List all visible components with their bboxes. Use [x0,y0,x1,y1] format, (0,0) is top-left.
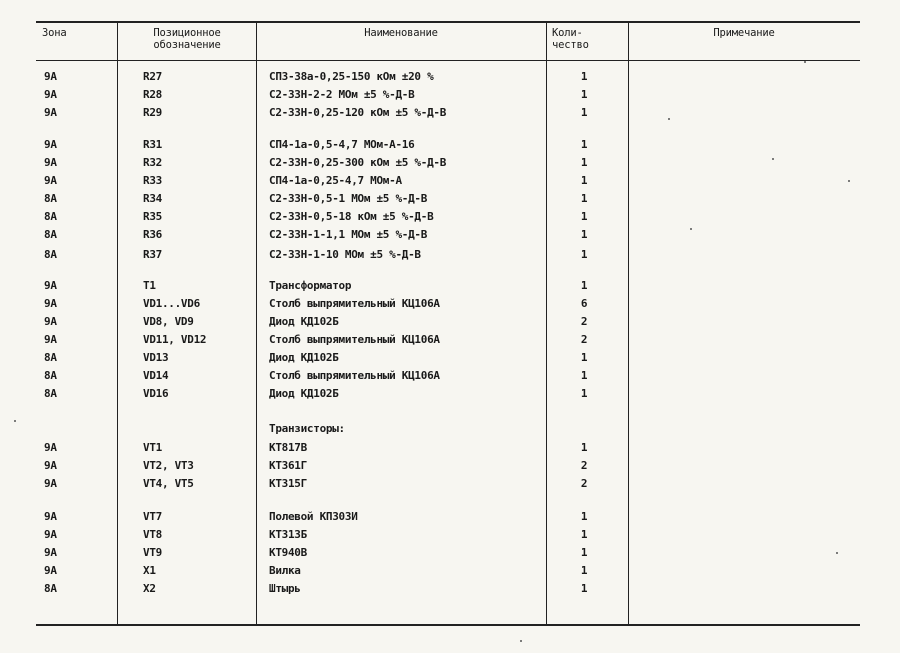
table-row [36,546,860,560]
name-cell: С2-33Н-0,5-1 МОм ±5 %-Д-В [269,192,428,205]
qty-cell: 1 [580,564,588,577]
zone-cell: 8A [44,248,57,261]
zone-cell: 9A [44,528,57,541]
position-cell: R29 [143,106,162,119]
name-cell: С2-33Н-0,5-18 кОм ±5 %-Д-В [269,210,434,223]
header-bottom-border [36,60,860,61]
name-cell: СП4-1а-0,5-4,7 МОм-А-16 [269,138,415,151]
name-cell: КТ361Г [269,459,307,472]
qty-cell: 2 [580,315,588,328]
qty-cell: 1 [580,582,588,595]
zone-cell: 9A [44,459,57,472]
table-row [36,528,860,542]
name-cell: Транзисторы: [269,422,345,435]
name-cell: С2-33Н-1-10 МОм ±5 %-Д-В [269,248,421,261]
name-cell: Штырь [269,582,301,595]
position-cell: VT9 [143,546,162,559]
position-cell: R37 [143,248,162,261]
header-qty [552,27,589,51]
header-zone: Зона [42,27,67,39]
qty-cell: 1 [580,369,588,382]
scan-speck [14,420,16,422]
table-row [36,422,860,436]
zone-cell: 9A [44,315,57,328]
zone-cell: 8A [44,228,57,241]
header-name: Наименование [364,27,438,39]
position-cell: R33 [143,174,162,187]
position-cell: R36 [143,228,162,241]
qty-cell: 2 [580,477,588,490]
position-cell: VD14 [143,369,169,382]
name-cell: Вилка [269,564,301,577]
position-cell: R35 [143,210,162,223]
header-note: Примечание [713,27,775,39]
zone-cell: 9A [44,279,57,292]
qty-cell: 1 [580,70,588,83]
zone-cell: 9A [44,333,57,346]
name-cell: СП4-1а-0,25-4,7 МОм-А [269,174,402,187]
zone-cell: 9A [44,477,57,490]
name-cell: КТ315Г [269,477,307,490]
zone-cell: 8A [44,387,57,400]
table-row [36,459,860,473]
position-cell: R28 [143,88,162,101]
position-cell: VD13 [143,351,169,364]
qty-cell: 1 [580,228,588,241]
name-cell: Диод КД102Б [269,315,339,328]
header-position-line1: Позиционное [153,27,221,39]
scan-speck [848,180,850,182]
name-cell: Столб выпрямительный КЦ106А [269,297,440,310]
parts-list-sheet [36,18,860,628]
name-cell: С2-33Н-0,25-120 кОм ±5 %-Д-В [269,106,447,119]
name-cell: Столб выпрямительный КЦ106А [269,333,440,346]
qty-cell: 1 [580,106,588,119]
scan-speck [772,158,774,160]
table-row [36,248,860,262]
position-cell: VD11, VD12 [143,333,207,346]
name-cell: Трансформатор [269,279,352,292]
table-row [36,441,860,455]
header-position-line2: обозначение [153,39,221,51]
qty-cell: 1 [580,192,588,205]
qty-cell: 1 [580,248,588,261]
position-cell: VT7 [143,510,162,523]
position-cell: VT1 [143,441,162,454]
qty-cell: 6 [580,297,588,310]
table-row [36,510,860,524]
qty-cell: 1 [580,138,588,151]
name-cell: КТ817В [269,441,307,454]
name-cell: КТ313Б [269,528,307,541]
qty-cell: 1 [580,441,588,454]
zone-cell: 9A [44,297,57,310]
qty-cell: 1 [580,528,588,541]
table-bottom-border [36,624,860,626]
table-row [36,564,860,578]
position-cell: R27 [143,70,162,83]
zone-cell: 9A [44,510,57,523]
name-cell: С2-33Н-2-2 МОм ±5 %-Д-В [269,88,415,101]
scan-speck [668,118,670,120]
position-cell: R32 [143,156,162,169]
table-row [36,582,860,596]
scan-speck [690,228,692,230]
position-cell: VD8, VD9 [143,315,194,328]
qty-cell: 1 [580,88,588,101]
header-qty-line1: Коли- [552,27,583,39]
position-cell: R34 [143,192,162,205]
qty-cell: 1 [580,174,588,187]
table-row [36,106,860,120]
position-cell: VD1...VD6 [143,297,200,310]
name-cell: С2-33Н-1-1,1 МОм ±5 %-Д-В [269,228,428,241]
qty-cell: 1 [580,387,588,400]
table-row [36,70,860,84]
position-cell: R31 [143,138,162,151]
zone-cell: 8A [44,192,57,205]
zone-cell: 9A [44,70,57,83]
position-cell: VT8 [143,528,162,541]
position-cell: X1 [143,564,156,577]
table-row [36,156,860,170]
position-cell: X2 [143,582,156,595]
header-qty-line2: чество [552,39,589,51]
zone-cell: 9A [44,174,57,187]
qty-cell: 2 [580,333,588,346]
table-row [36,297,860,311]
table-row [36,369,860,383]
zone-cell: 9A [44,564,57,577]
scan-speck [804,61,806,63]
header-position [120,27,254,51]
qty-cell: 1 [580,210,588,223]
name-cell: Столб выпрямительный КЦ106А [269,369,440,382]
table-row [36,387,860,401]
table-row [36,351,860,365]
zone-cell: 8A [44,369,57,382]
table-row [36,138,860,152]
qty-cell: 1 [580,156,588,169]
name-cell: С2-33Н-0,25-300 кОм ±5 %-Д-В [269,156,447,169]
qty-cell: 1 [580,546,588,559]
zone-cell: 8A [44,351,57,364]
zone-cell: 9A [44,88,57,101]
zone-cell: 9A [44,546,57,559]
qty-cell: 2 [580,459,588,472]
zone-cell: 9A [44,441,57,454]
zone-cell: 8A [44,582,57,595]
name-cell: Диод КД102Б [269,387,339,400]
scan-speck [836,552,838,554]
table-top-border [36,21,860,23]
qty-cell: 1 [580,279,588,292]
table-row [36,477,860,491]
qty-cell: 1 [580,510,588,523]
qty-cell: 1 [580,351,588,364]
position-cell: VT4, VT5 [143,477,194,490]
zone-cell: 9A [44,156,57,169]
table-row [36,192,860,206]
table-row [36,210,860,224]
name-cell: Полевой КП303И [269,510,358,523]
table-row [36,88,860,102]
position-cell: T1 [143,279,156,292]
name-cell: КТ940В [269,546,307,559]
table-row [36,228,860,242]
table-row [36,315,860,329]
table-row [36,174,860,188]
scan-speck [520,640,522,642]
table-row [36,333,860,347]
zone-cell: 9A [44,138,57,151]
position-cell: VT2, VT3 [143,459,194,472]
table-row [36,279,860,293]
name-cell: Диод КД102Б [269,351,339,364]
name-cell: СП3-38а-0,25-150 кОм ±20 % [269,70,434,83]
zone-cell: 9A [44,106,57,119]
position-cell: VD16 [143,387,169,400]
zone-cell: 8A [44,210,57,223]
